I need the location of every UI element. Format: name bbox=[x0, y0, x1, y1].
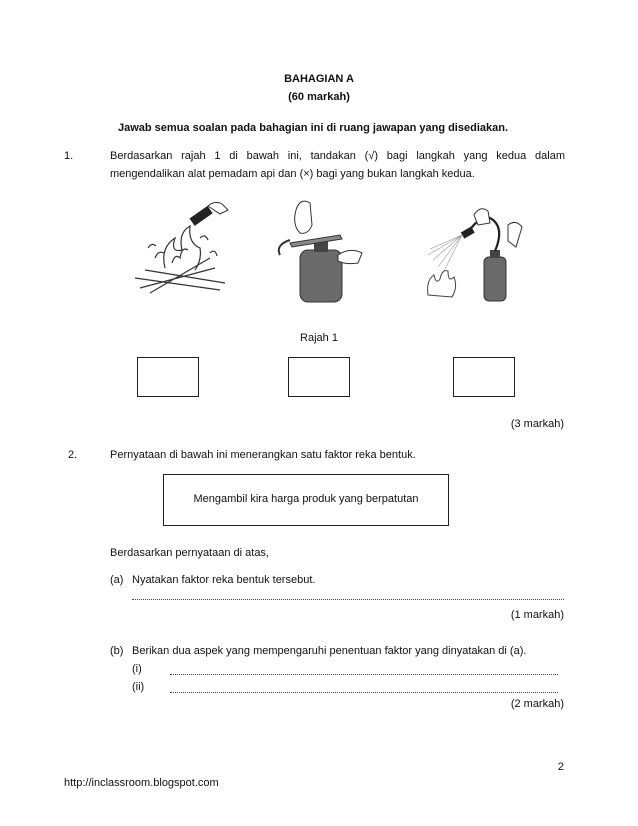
part-b-text: Berikan dua aspek yang mempengaruhi penentuan faktor yang dinyatakan di (a). bbox=[132, 645, 527, 657]
question-2-text: Pernyataan di bawah ini menerangkan satu faktor reka bentuk. bbox=[110, 449, 416, 461]
based-on-text: Berdasarkan pernyataan di atas, bbox=[110, 547, 269, 559]
question-1-text-line1: Berdasarkan rajah 1 di bawah ini, tandakan (√) bagi langkah yang kedua dalam bbox=[110, 150, 565, 162]
part-b-marks: (2 markah) bbox=[510, 698, 564, 710]
question-1-number: 1. bbox=[64, 150, 74, 162]
answer-box-2[interactable] bbox=[288, 357, 350, 397]
statement-text: Mengambil kira harga produk yang berpatutan bbox=[193, 493, 419, 505]
part-b-item-ii-label: (ii) bbox=[132, 681, 145, 693]
section-marks: (60 markah) bbox=[288, 91, 350, 103]
section-instruction: Jawab semua soalan pada bahagian ini di ruang jawapan yang disediakan. bbox=[118, 122, 509, 134]
section-title: BAHAGIAN A bbox=[284, 73, 354, 85]
extinguisher-spray-illustration bbox=[418, 205, 530, 305]
part-b-item-i-answer-line[interactable] bbox=[170, 664, 558, 675]
fire-illustration bbox=[120, 198, 240, 303]
answer-box-1[interactable] bbox=[137, 357, 199, 397]
figure-caption: Rajah 1 bbox=[300, 332, 338, 344]
part-b-label: (b) bbox=[110, 645, 124, 657]
statement-box bbox=[163, 474, 449, 526]
answer-box-3[interactable] bbox=[453, 357, 515, 397]
part-a-text: Nyatakan faktor reka bentuk tersebut. bbox=[132, 574, 316, 586]
part-a-answer-line[interactable] bbox=[132, 589, 564, 600]
part-a-label: (a) bbox=[110, 574, 124, 586]
extinguisher-pin-illustration bbox=[270, 195, 370, 305]
part-b-item-i-label: (i) bbox=[132, 663, 142, 675]
question-1-marks: (3 markah) bbox=[510, 418, 564, 430]
part-b-item-ii-answer-line[interactable] bbox=[170, 682, 558, 693]
question-2-number: 2. bbox=[68, 449, 78, 461]
page-number: 2 bbox=[557, 761, 564, 773]
footer-url[interactable]: http://inclassroom.blogspot.com bbox=[64, 777, 219, 789]
part-a-marks: (1 markah) bbox=[510, 609, 564, 621]
question-1-text-line2: mengendalikan alat pemadam api dan (×) bagi yang bukan langkah kedua. bbox=[110, 168, 475, 180]
